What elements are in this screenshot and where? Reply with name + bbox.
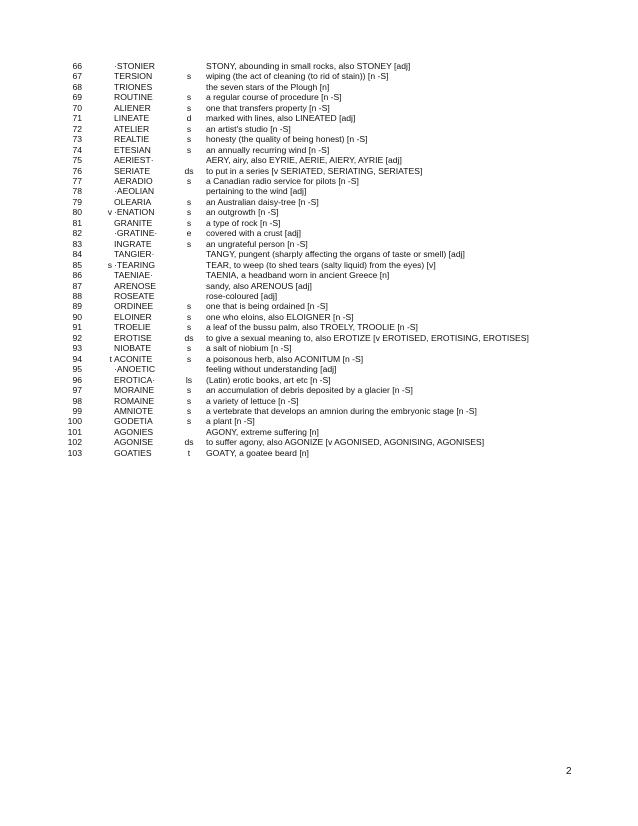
entry-number: 76 [72, 165, 82, 176]
entry-number: 68 [72, 81, 82, 92]
word-row [58, 301, 529, 311]
entry-prefix-hook [82, 92, 114, 102]
entry-prefix-hook [82, 291, 114, 301]
entry-word: GODETIA [114, 416, 153, 427]
entry-suffix-hook [172, 427, 206, 437]
entry-number: 86 [72, 270, 82, 281]
word-row [58, 312, 529, 322]
entry-number: 80 [72, 207, 82, 218]
entry-number: 67 [72, 71, 82, 82]
entry-definition: the seven stars of the Plough [n] [206, 81, 330, 92]
entry-word: ELOINER [114, 311, 152, 322]
word-row [58, 82, 529, 92]
entry-word: ·ANOETIC [114, 364, 156, 375]
entry-definition: to suffer agony, also AGONIZE [v AGONISED, AGONISING, AGONISES] [206, 437, 485, 448]
word-row [58, 239, 529, 249]
entry-suffix-hook: s [186, 238, 192, 249]
entry-prefix-hook: v [107, 207, 112, 218]
entry-suffix-hook: s [186, 207, 192, 218]
entry-prefix-hook [82, 218, 114, 228]
entry-number: 88 [72, 290, 82, 301]
word-row [58, 71, 529, 81]
word-row [58, 186, 529, 196]
entry-word: ·TEARING [114, 259, 156, 270]
entry-definition: a salt of niobium [n -S] [206, 343, 292, 354]
entry-definition: sandy, also ARENOUS [adj] [206, 280, 312, 291]
entry-suffix-hook: ds [184, 332, 194, 343]
entry-word: TANGIER· [114, 249, 155, 260]
entry-suffix-hook: s [186, 353, 192, 364]
page-number: 2 [566, 766, 572, 777]
entry-definition: to give a sexual meaning to, also EROTIZE [v EROTISED, EROTISING, EROTISES] [206, 332, 529, 343]
entry-definition: honesty (the quality of being honest) [n -S] [206, 134, 368, 145]
entry-word: GOATIES [114, 447, 152, 458]
entry-number: 81 [72, 217, 82, 228]
entry-prefix-hook [82, 427, 114, 437]
entry-definition: a Canadian radio service for pilots [n -S] [206, 175, 359, 186]
entry-number: 73 [72, 134, 82, 145]
word-row [58, 448, 529, 458]
entry-word: ·GRATINE· [114, 228, 158, 239]
entry-definition: GOATY, a goatee beard [n] [206, 447, 309, 458]
entry-suffix-hook [172, 291, 206, 301]
entry-word: LINEATE [114, 113, 150, 124]
entry-word: NIOBATE [114, 343, 152, 354]
entry-number: 90 [72, 311, 82, 322]
entry-number: 83 [72, 238, 82, 249]
entry-prefix-hook [82, 270, 114, 280]
word-row [58, 333, 529, 343]
entry-word: GRANITE [114, 217, 153, 228]
word-row [58, 176, 529, 186]
entry-definition: a poisonous herb, also ACONITUM [n -S] [206, 353, 364, 364]
word-row [58, 145, 529, 155]
entry-number: 98 [72, 395, 82, 406]
entry-number: 84 [72, 249, 82, 260]
entry-definition: an Australian daisy-tree [n -S] [206, 196, 319, 207]
entry-definition: a vertebrate that develops an amnion during the embryonic stage [n -S] [206, 405, 477, 416]
entry-prefix-hook [82, 82, 114, 92]
entry-word: ROSEATE [114, 290, 155, 301]
entry-word: TAENIAE· [114, 270, 153, 281]
entry-number: 103 [67, 447, 82, 458]
word-row [58, 291, 529, 301]
entry-prefix-hook [82, 301, 114, 311]
entry-word: ROUTINE [114, 92, 153, 103]
entry-prefix-hook [82, 124, 114, 134]
entry-word: AMNIOTE [114, 405, 154, 416]
entry-word: ROMAINE [114, 395, 155, 406]
entry-suffix-hook [172, 61, 206, 71]
entry-number: 96 [72, 374, 82, 385]
entry-suffix-hook: s [186, 311, 192, 322]
entry-suffix-hook: s [186, 217, 192, 228]
entry-suffix-hook [172, 281, 206, 291]
entry-definition: an ungrateful person [n -S] [206, 238, 308, 249]
entry-prefix-hook [82, 375, 114, 385]
entry-definition: TANGY, pungent (sharply affecting the organs of taste or smell) [adj] [206, 249, 465, 260]
entry-definition: an annually recurring wind [n -S] [206, 144, 330, 155]
entry-definition: a leaf of the bussu palm, also TROELY, TROOLIE [n -S] [206, 322, 418, 333]
entry-definition: an artist's studio [n -S] [206, 123, 291, 134]
entry-suffix-hook: ls [185, 374, 193, 385]
entry-prefix-hook [82, 249, 114, 259]
entry-suffix-hook: t [187, 447, 191, 458]
entry-prefix-hook [82, 416, 114, 426]
entry-suffix-hook: d [186, 113, 192, 124]
word-row [58, 124, 529, 134]
entry-suffix-hook [172, 249, 206, 259]
entry-suffix-hook: s [186, 92, 192, 103]
entry-suffix-hook [172, 82, 206, 92]
word-row [58, 260, 529, 270]
entry-word: ALIENER [114, 102, 151, 113]
word-row [58, 396, 529, 406]
entry-definition: one that transfers property [n -S] [206, 102, 330, 113]
entry-suffix-hook: s [186, 175, 192, 186]
entry-number: 71 [72, 113, 82, 124]
entry-number: 100 [67, 416, 82, 427]
entry-word: EROTISE [114, 332, 152, 343]
entry-prefix-hook [82, 437, 114, 447]
entry-suffix-hook: s [186, 405, 192, 416]
entry-number: 94 [72, 353, 82, 364]
entry-word: TERSION [114, 71, 153, 82]
entry-suffix-hook [172, 186, 206, 196]
entry-number: 79 [72, 196, 82, 207]
entry-number: 74 [72, 144, 82, 155]
entry-definition: a plant [n -S] [206, 416, 255, 427]
entry-word: AGONIES [114, 426, 154, 437]
entry-suffix-hook: s [186, 123, 192, 134]
entry-word: ·ENATION [114, 207, 155, 218]
entry-prefix-hook [82, 61, 114, 71]
word-row [58, 228, 529, 238]
entry-prefix-hook [82, 448, 114, 458]
entry-suffix-hook: s [186, 395, 192, 406]
entry-prefix-hook [82, 343, 114, 353]
entry-number: 99 [72, 405, 82, 416]
entry-definition: (Latin) erotic books, art etc [n -S] [206, 374, 331, 385]
entry-prefix-hook [82, 113, 114, 123]
entry-word: TRIONES [114, 81, 153, 92]
entry-number: 69 [72, 92, 82, 103]
word-row [58, 343, 529, 353]
entry-prefix-hook: s [107, 259, 112, 270]
entry-suffix-hook [172, 155, 206, 165]
entry-number: 102 [67, 437, 82, 448]
entry-suffix-hook [172, 270, 206, 280]
entry-definition: one that is being ordained [n -S] [206, 301, 328, 312]
entry-suffix-hook: s [186, 301, 192, 312]
entry-number: 91 [72, 322, 82, 333]
entry-number: 75 [72, 155, 82, 166]
entry-number: 89 [72, 301, 82, 312]
entry-number: 97 [72, 385, 82, 396]
entry-definition: an accumulation of debris deposited by a glacier [n -S] [206, 385, 413, 396]
entry-definition: a type of rock [n -S] [206, 217, 281, 228]
entry-number: 72 [72, 123, 82, 134]
entry-number: 95 [72, 364, 82, 375]
entry-prefix-hook [82, 364, 114, 374]
entry-suffix-hook: s [186, 322, 192, 333]
entry-number: 87 [72, 280, 82, 291]
word-row [58, 406, 529, 416]
entry-prefix-hook [82, 145, 114, 155]
entry-definition: marked with lines, also LINEATED [adj] [206, 113, 356, 124]
entry-definition: pertaining to the wind [adj] [206, 186, 307, 197]
word-row [58, 364, 529, 374]
entry-definition: TEAR, to weep (to shed tears (salty liquid) from the eyes) [v] [206, 259, 436, 270]
word-row [58, 375, 529, 385]
entry-word: ·STONIER [114, 61, 155, 71]
word-row [58, 270, 529, 280]
entry-definition: AGONY, extreme suffering [n] [206, 426, 319, 437]
word-row [58, 113, 529, 123]
word-row [58, 207, 529, 217]
entry-word: INGRATE [114, 238, 152, 249]
entry-number: 66 [72, 61, 82, 71]
entry-number: 77 [72, 175, 82, 186]
entry-suffix-hook: e [186, 228, 192, 239]
entry-prefix-hook [82, 385, 114, 395]
entry-prefix-hook [82, 322, 114, 332]
entry-suffix-hook: s [186, 102, 192, 113]
word-row [58, 249, 529, 259]
entry-suffix-hook: s [186, 144, 192, 155]
entry-prefix-hook [82, 134, 114, 144]
entry-word: ARENOSE [114, 280, 157, 291]
entry-prefix-hook [82, 281, 114, 291]
entry-word: ORDINEE [114, 301, 154, 312]
entry-word: SERIATE [114, 165, 151, 176]
entry-word: AERADIO [114, 175, 153, 186]
word-row [58, 281, 529, 291]
entry-definition: AERY, airy, also EYRIE, AERIE, AIERY, AYRIE [adj] [206, 155, 402, 166]
word-row [58, 155, 529, 165]
entry-definition: feeling without understanding [adj] [206, 364, 337, 375]
entry-suffix-hook [172, 364, 206, 374]
entry-suffix-hook: s [186, 343, 192, 354]
entry-prefix-hook [82, 312, 114, 322]
entry-prefix-hook [82, 239, 114, 249]
entry-definition: rose-coloured [adj] [206, 290, 278, 301]
entry-suffix-hook [172, 260, 206, 270]
entry-definition: to put in a series [v SERIATED, SERIATING, SERIATES] [206, 165, 423, 176]
entry-word: ATELIER [114, 123, 150, 134]
entry-word: AGONISE [114, 437, 154, 448]
entry-prefix-hook [82, 197, 114, 207]
entry-prefix-hook [82, 103, 114, 113]
entry-definition: wiping (the act of cleaning (to rid of stain)) [n -S] [206, 71, 389, 82]
entry-word: EROTICA· [114, 374, 156, 385]
entry-number: 101 [67, 426, 82, 437]
entry-suffix-hook: ds [184, 165, 194, 176]
entry-number: 93 [72, 343, 82, 354]
entry-definition: an outgrowth [n -S] [206, 207, 279, 218]
word-row [58, 437, 529, 447]
entry-word: MORAINE [114, 385, 155, 396]
word-row [58, 92, 529, 102]
word-row [58, 427, 529, 437]
entry-prefix-hook [82, 186, 114, 196]
entry-prefix-hook: t [109, 353, 112, 364]
entry-word: ETESIAN [114, 144, 151, 155]
word-row [58, 416, 529, 426]
entry-prefix-hook [82, 333, 114, 343]
entry-number: 78 [72, 186, 82, 197]
word-list-table [58, 61, 529, 458]
word-row [58, 218, 529, 228]
word-row [58, 61, 529, 71]
word-row [58, 322, 529, 332]
entry-prefix-hook [82, 176, 114, 186]
entry-suffix-hook: s [186, 416, 192, 427]
word-row [58, 354, 529, 364]
entry-definition: TAENIA, a headband worn in ancient Greece [n] [206, 270, 390, 281]
word-list-body [58, 61, 529, 458]
entry-definition: STONY, abounding in small rocks, also STONEY [adj] [206, 61, 411, 71]
entry-number: 92 [72, 332, 82, 343]
entry-definition: a variety of lettuce [n -S] [206, 395, 299, 406]
entry-word: ·AEOLIAN [114, 186, 155, 197]
entry-suffix-hook: ds [184, 437, 194, 448]
entry-word: TROELIE [114, 322, 151, 333]
word-row [58, 166, 529, 176]
word-row [58, 103, 529, 113]
word-row [58, 385, 529, 395]
entry-definition: one who eloins, also ELOIGNER [n -S] [206, 311, 354, 322]
entry-suffix-hook: s [186, 134, 192, 145]
entry-word: ACONITE [114, 353, 153, 364]
entry-prefix-hook [82, 166, 114, 176]
entry-word: AERIEST· [114, 155, 154, 166]
entry-prefix-hook [82, 406, 114, 416]
entry-prefix-hook [82, 396, 114, 406]
entry-number: 70 [72, 102, 82, 113]
entry-number: 82 [72, 228, 82, 239]
entry-suffix-hook: s [186, 385, 192, 396]
entry-number: 85 [72, 259, 82, 270]
entry-definition: a regular course of procedure [n -S] [206, 92, 342, 103]
entry-suffix-hook: s [186, 71, 192, 82]
entry-suffix-hook: s [186, 196, 192, 207]
entry-prefix-hook [82, 228, 114, 238]
entry-prefix-hook [82, 71, 114, 81]
entry-word: REALTIE [114, 134, 150, 145]
word-row [58, 197, 529, 207]
entry-word: OLEARIA [114, 196, 152, 207]
word-row [58, 134, 529, 144]
entry-prefix-hook [82, 155, 114, 165]
entry-definition: covered with a crust [adj] [206, 228, 302, 239]
